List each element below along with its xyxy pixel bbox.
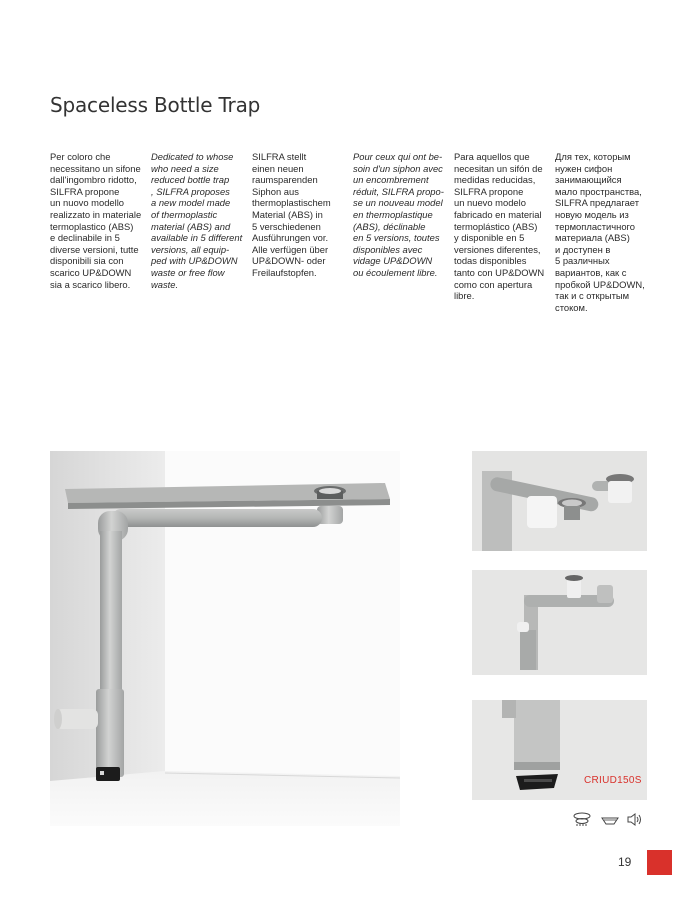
thumbnail-photo-2 [472,570,647,675]
sound-icon [628,814,641,825]
trap-icon [602,818,618,824]
page-number: 19 [618,855,632,869]
thumbnail-photo-1 [472,451,647,551]
text-column-russian: Для тех, которым нужен сифон занимающийся мало пространства, SILFRA предлагает новую модель из термопластичного материала (ABS) и доступен в 5 различных вариантов, как с пробкой UP&DOWN, так и с открытым стоком. [555,151,645,313]
product-code: CRIUD150S [584,775,642,786]
text-column-french: Pour ceux qui ont be- soin d'un siphon avec un encombrement réduit, SILFRA propo- se un nouveau model en thermoplastique (ABS), déclinable en 5 versions, toutes disponibles avec vidage UP&DOWN ou écoulement libre. [353,151,444,278]
text-column-italian: Per coloro che necessitano un sifone dall'ingombro ridotto, SILFRA propone un nuovo modello realizzato in materiale termoplastico (ABS) e declinabile in 5 diverse versioni, tutte disponibili sia con scarico UP&DOWN sia a scarico libero. [50,151,142,290]
page-title: Spaceless Bottle Trap [50,93,261,117]
basin-waste-icon [574,813,590,825]
text-column-spanish: Para aquellos que necesitan un sifón de medidas reducidas, SILFRA propone un nuevo modelo fabricado en material termoplástico (ABS) y disponible en 5 versiones diferentes, todas disponibles tanto con UP&DOWN como con apertura libre. [454,151,545,302]
feature-icons [570,810,650,830]
text-column-english: Dedicated to whose who need a size reduced bottle trap , SILFRA proposes a new model made of thermoplastic material (ABS) and available in 5 different versions, all equip- ped with UP&DOWN waste or free flow waste. [151,151,243,290]
text-column-german: SILFRA stellt einen neuen raumsparenden Siphon aus thermoplastischem Material (ABS) in 5 verschiedenen Ausführungen vor. Alle verfügen über UP&DOWN- oder Freilaufstopfen. [252,151,331,278]
accent-square [647,850,672,875]
main-product-photo [50,451,400,826]
